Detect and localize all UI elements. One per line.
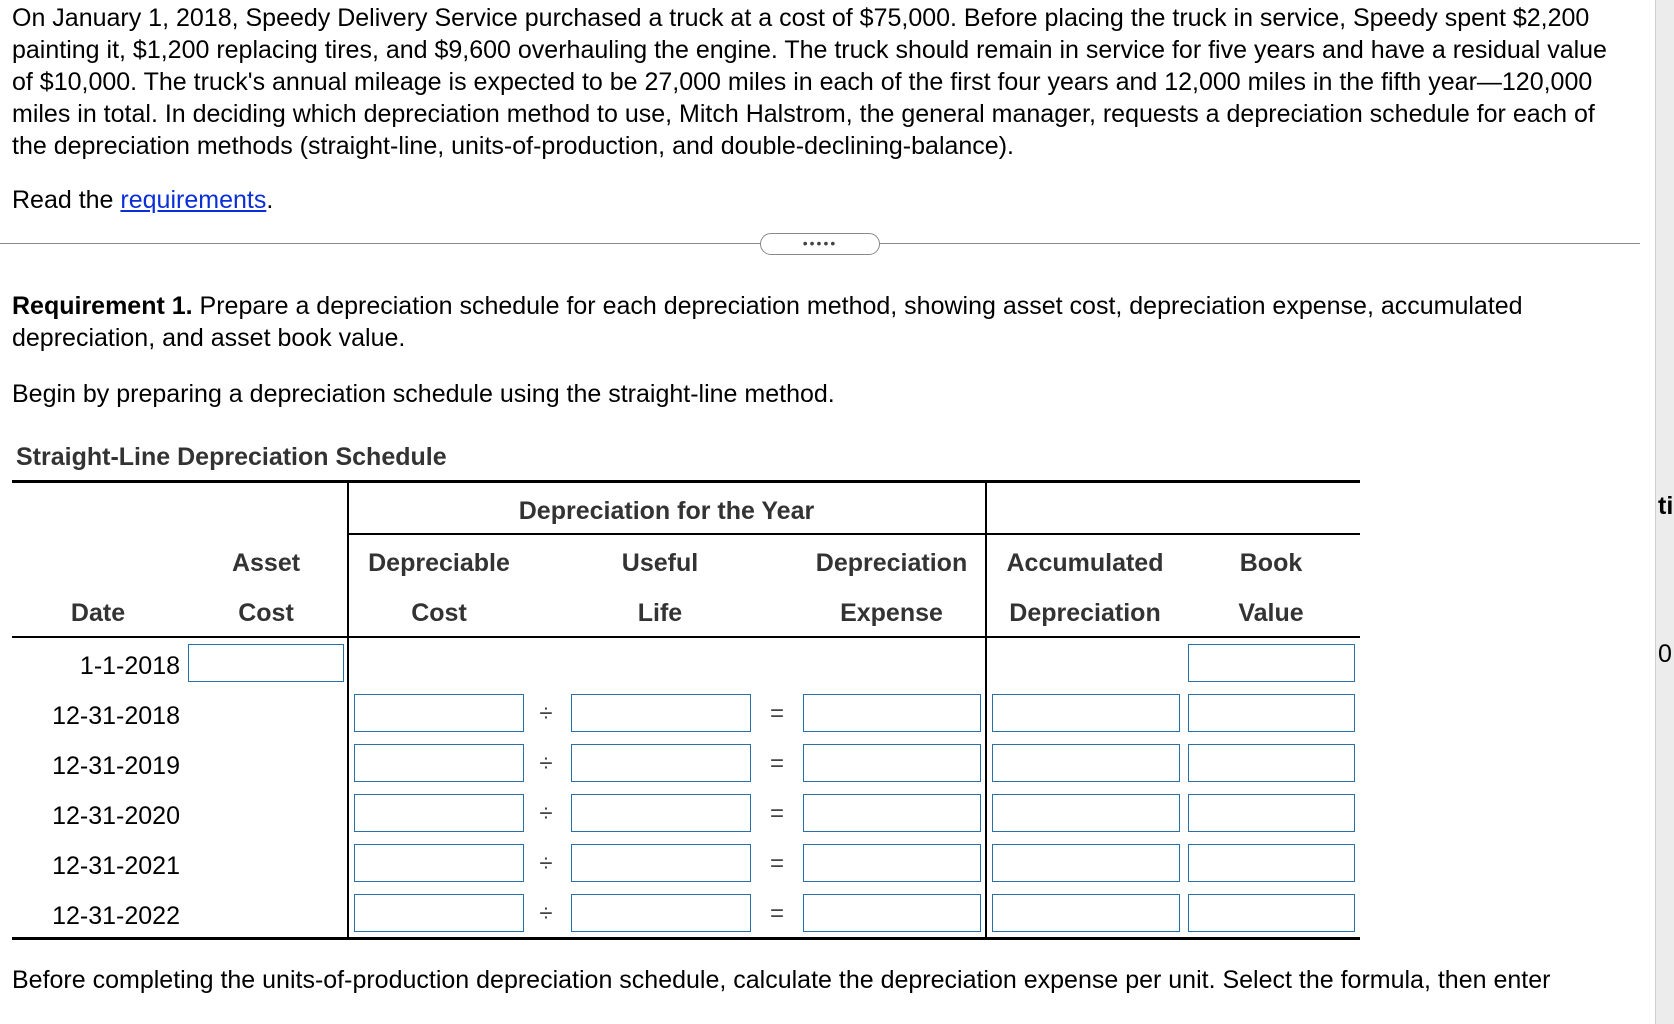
depreciation-expense-input[interactable] <box>803 844 981 882</box>
depreciable-cost-input[interactable] <box>354 894 524 932</box>
row-date: 12-31-2018 <box>52 702 180 730</box>
header-useful-line1: Useful <box>621 549 699 577</box>
accumulated-depreciation-input[interactable] <box>992 794 1180 832</box>
column-divider-right <box>985 480 987 940</box>
row-date: 12-31-2021 <box>52 852 180 880</box>
equals-operator: = <box>769 750 784 777</box>
accumulated-depreciation-input[interactable] <box>992 844 1180 882</box>
column-divider-left <box>347 480 349 940</box>
divide-operator: ÷ <box>539 800 553 827</box>
row-date: 12-31-2022 <box>52 902 180 930</box>
row-date: 12-31-2019 <box>52 752 180 780</box>
equals-operator: = <box>769 700 784 727</box>
header-accumulated-line1: Accumulated <box>1006 549 1164 577</box>
header-bottom-border <box>12 636 1360 638</box>
depreciation-expense-input[interactable] <box>803 794 981 832</box>
expand-collapse-button[interactable]: ••••• <box>760 233 880 255</box>
accumulated-depreciation-input[interactable] <box>992 694 1180 732</box>
group-header-depreciation-for-year: Depreciation for the Year <box>518 497 815 525</box>
header-dep-expense-line2: Expense <box>840 599 943 627</box>
equals-operator: = <box>769 850 784 877</box>
problem-statement: On January 1, 2018, Speedy Delivery Service purchased a truck at a cost of $75,000. Before placing the truck in service, Speedy spent $2,200 painting it, $1,200 replacing tires, and $9,600 overhauling the engine. The truck should remain in service for five years and have a residual value of $10,000. The truck's annual mileage is expected to be 27,000 miles in each of the first four years and 12,000 miles in the fifth year—120,000 miles in total. In deciding which depreciation method to use, Mitch Halstrom, the general manager, requests a depreciation schedule for each of the depreciation methods (straight-line, units-of-production, and double-declining-balance). <box>12 4 1607 160</box>
accumulated-depreciation-input[interactable] <box>992 894 1180 932</box>
header-book-line1: Book <box>1239 549 1303 577</box>
useful-life-input[interactable] <box>571 694 751 732</box>
header-asset-line2: Cost <box>238 599 294 627</box>
schedule-title: Straight-Line Depreciation Schedule <box>16 443 447 471</box>
instruction-text: Begin by preparing a depreciation schedule using the straight-line method. <box>12 380 835 408</box>
header-accumulated-line2: Depreciation <box>1009 599 1161 627</box>
divide-operator: ÷ <box>539 750 553 777</box>
requirement-1 <box>12 290 1632 354</box>
useful-life-input[interactable] <box>571 894 751 932</box>
group-header-underline <box>348 533 1360 535</box>
header-asset-line1: Asset <box>231 549 301 577</box>
read-suffix: . <box>266 186 274 214</box>
read-requirements-line <box>12 186 273 215</box>
row-date: 12-31-2020 <box>52 802 180 830</box>
table-top-border <box>12 480 1360 483</box>
equals-operator: = <box>769 900 784 927</box>
depreciable-cost-input[interactable] <box>354 794 524 832</box>
header-useful-line2: Life <box>637 599 683 627</box>
requirement-label: Requirement 1. <box>12 292 193 320</box>
row-date: 1-1-2018 <box>79 652 180 680</box>
cut-off-text-fragment: 0 <box>1658 640 1672 668</box>
header-depreciable-line1: Depreciable <box>368 549 510 577</box>
depreciable-cost-input[interactable] <box>354 844 524 882</box>
table-bottom-border <box>12 937 1360 940</box>
cut-off-text-fragment: ti <box>1658 492 1674 520</box>
divide-operator: ÷ <box>539 850 553 877</box>
useful-life-input[interactable] <box>571 844 751 882</box>
header-book-line2: Value <box>1238 599 1304 627</box>
depreciable-cost-input[interactable] <box>354 694 524 732</box>
book-value-input[interactable] <box>1188 744 1355 782</box>
header-dep-expense-line1: Depreciation <box>815 549 968 577</box>
divide-operator: ÷ <box>539 700 553 727</box>
equals-operator: = <box>769 800 784 827</box>
book-value-input[interactable] <box>1188 694 1355 732</box>
book-value-input[interactable] <box>1188 644 1355 682</box>
requirements-link[interactable]: requirements <box>120 186 267 214</box>
divide-operator: ÷ <box>539 900 553 927</box>
book-value-input[interactable] <box>1188 844 1355 882</box>
requirement-text: Prepare a depreciation schedule for each depreciation method, showing asset cost, depreciation expense, accumulated depreciation, and asset book value. <box>12 292 1523 352</box>
header-depreciable-line2: Cost <box>411 599 467 627</box>
book-value-input[interactable] <box>1188 894 1355 932</box>
units-of-production-instruction: Before completing the units-of-production depreciation schedule, calculate the depreciation expense per unit. Select the formula, then enter <box>12 966 1551 994</box>
header-date: Date <box>70 599 126 627</box>
book-value-input[interactable] <box>1188 794 1355 832</box>
read-prefix: Read the <box>12 186 121 214</box>
depreciation-expense-input[interactable] <box>803 694 981 732</box>
accumulated-depreciation-input[interactable] <box>992 744 1180 782</box>
depreciation-expense-input[interactable] <box>803 894 981 932</box>
depreciable-cost-input[interactable] <box>354 744 524 782</box>
depreciation-expense-input[interactable] <box>803 744 981 782</box>
asset-cost-input[interactable] <box>188 644 344 682</box>
useful-life-input[interactable] <box>571 744 751 782</box>
useful-life-input[interactable] <box>571 794 751 832</box>
